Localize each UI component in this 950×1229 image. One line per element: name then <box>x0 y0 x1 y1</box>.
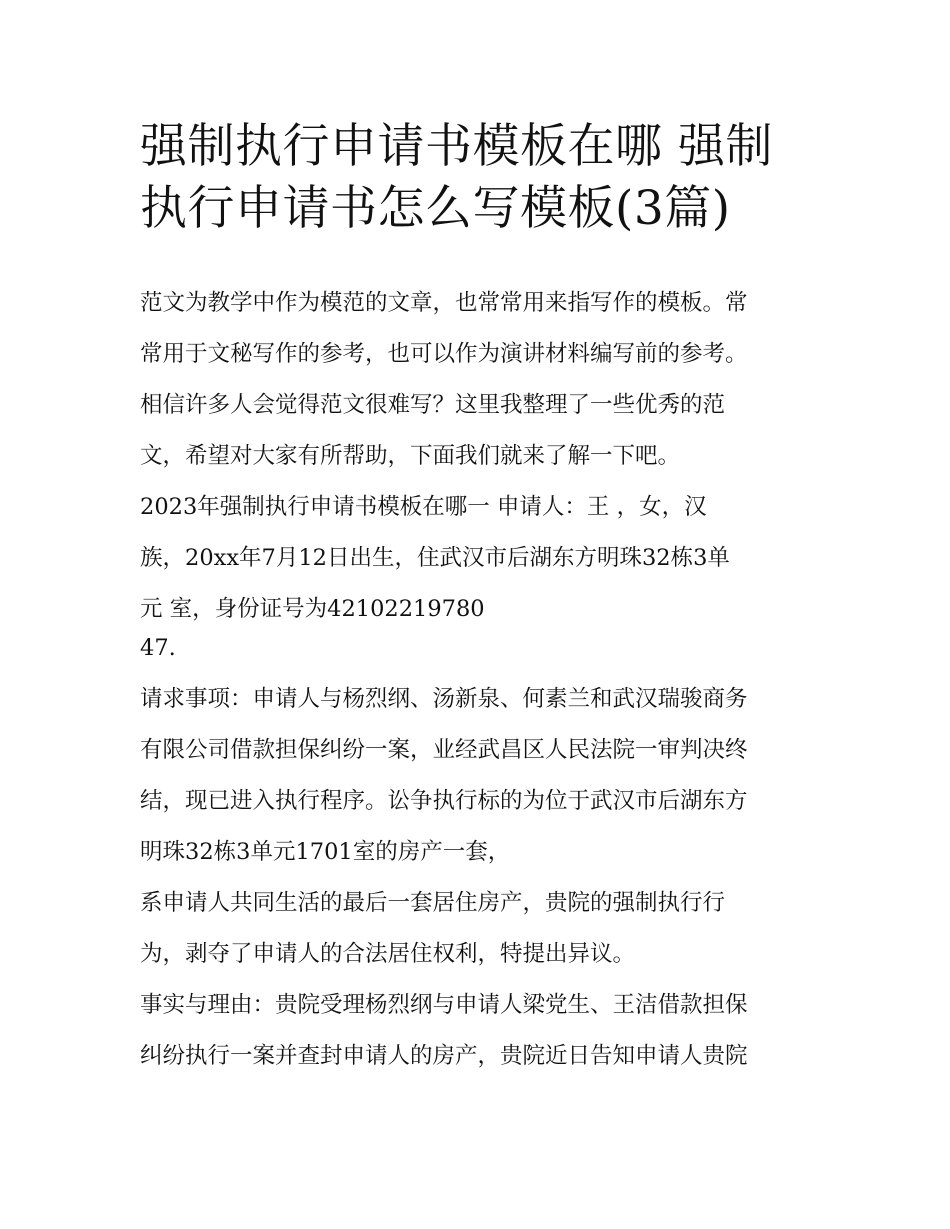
text-line: 结，现已进入执行程序。讼争执行标的为位于武汉市后湖东方 <box>140 788 748 814</box>
text-line: 系申请人共同生活的最后一套居住房产，贵院的强制执行行 <box>140 890 726 916</box>
text-line: 明珠32栋3单元1701室的房产一套， <box>140 839 511 865</box>
text-line: 常用于文秘写作的参考，也可以作为演讲材料编写前的参考。 <box>140 341 748 367</box>
text-line: 元 室，身份证号为42102219780 <box>140 596 485 622</box>
text-line: 2023年强制执行申请书模板在哪一 申请人：王 ，女，汉 <box>140 494 707 520</box>
text-line: 相信许多人会觉得范文很难写？这里我整理了一些优秀的范 <box>140 392 726 418</box>
text-line: 请求事项：申请人与杨烈纲、汤新泉、何素兰和武汉瑞骏商务 <box>140 686 748 712</box>
text-line: 族，20xx年7月12日出生，住武汉市后湖东方明珠32栋3单 <box>140 545 730 571</box>
objection-paragraph <box>140 878 820 980</box>
applicant-paragraph <box>140 482 820 674</box>
text-line: 范文为教学中作为模范的文章，也常常用来指写作的模板。常 <box>140 290 748 316</box>
text-line: 纠纷执行一案并查封申请人的房产，贵院近日告知申请人贵院 <box>140 1043 748 1069</box>
facts-paragraph <box>140 980 820 1082</box>
title-line-2: 执行申请书怎么写模板(3篇) <box>140 181 731 236</box>
document-body <box>140 278 820 1082</box>
text-line: 有限公司借款担保纠纷一案，业经武昌区人民法院一审判决终 <box>140 737 748 763</box>
intro-paragraph <box>140 278 820 482</box>
document-title <box>140 116 820 240</box>
request-paragraph <box>140 674 820 878</box>
text-line: 文，希望对大家有所帮助，下面我们就来了解一下吧。 <box>140 443 681 469</box>
text-line: 47. <box>140 635 176 661</box>
text-line: 事实与理由：贵院受理杨烈纲与申请人梁党生、王洁借款担保 <box>140 992 748 1018</box>
title-line-1: 强制执行申请书模板在哪 强制 <box>140 119 773 174</box>
text-line: 为，剥夺了申请人的合法居住权利，特提出异议。 <box>140 941 636 967</box>
